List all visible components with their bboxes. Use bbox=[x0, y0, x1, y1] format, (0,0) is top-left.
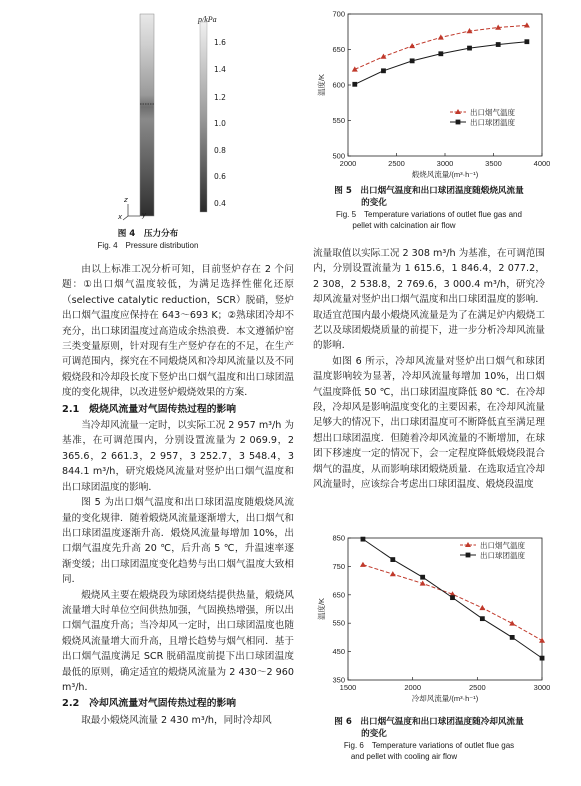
data-point-square bbox=[510, 635, 515, 640]
paragraph: 流量取值以实际工况 2 308 m³/h 为基准，在可调范围内，分别设置流量为 1 615.6，1 846.4，2 077.2，2 308，2 538.8，2 769.6，3 000.4 m³/h，研究冷却风流量对竖炉出口烟气温度和出口球团温度的影响．取适宜范围内最小煅烧风流量是为了在满足炉内煅烧工艺以及球团煅烧质量的前提下，进一步分析冷却风流量的影响． bbox=[313, 248, 545, 352]
axis-y-label: y bbox=[142, 211, 147, 219]
colorbar-tick-2: 1.4 bbox=[214, 65, 226, 74]
data-point-triangle bbox=[539, 638, 545, 643]
fig6-caption-en-2: and pellet with cooling air flow bbox=[350, 752, 458, 761]
legend-label-1: 出口球团温度 bbox=[470, 117, 515, 127]
axis-z-label: z bbox=[124, 196, 128, 204]
data-point-square bbox=[480, 616, 485, 621]
data-point-triangle bbox=[524, 22, 530, 27]
data-point-square bbox=[352, 82, 357, 87]
data-point-square bbox=[496, 42, 501, 47]
legend-label-0: 出口烟气温度 bbox=[470, 107, 515, 117]
x-tick-label: 2000 bbox=[404, 683, 422, 692]
paragraph: 当冷却风流量一定时，以实际工况 2 957 m³/h 为基准，在可调范围内，分别设置流量为 2 069.9，2 365.6，2 661.3，2 957，3 252.7，3 548.4，3 844.1 m³/h，研究煅烧风流量对竖炉出口烟气温度和出口球团温度的影响． bbox=[62, 420, 294, 493]
plot-frame bbox=[348, 14, 542, 156]
shaft-body bbox=[140, 14, 154, 216]
series-line-0 bbox=[363, 565, 542, 641]
fig5-line-chart bbox=[310, 8, 550, 183]
paragraph: 煅烧风主要在煅烧段为球团烧结提供热量，煅烧风流量增大时单位空间供热加强，气固换热增强，所以出口烟气温度升高；当冷却风一定时，出口球团温度也随煅烧风流量增大而升高，且增长趋势与烟气相同．基于出口烟气温度满足 SCR 脱硝温度前提下出口球团温度最低的原则，确定适宜的煅烧风流量为 2 430～2 960 m³/h． bbox=[62, 589, 294, 693]
series-line-1 bbox=[355, 42, 527, 85]
y-tick-label: 700 bbox=[332, 9, 345, 19]
data-point-square bbox=[381, 68, 386, 73]
section-heading-2-2: 2.2 冷却风流量对气固传热过程的影响 bbox=[62, 698, 237, 710]
colorbar-tick-6: 0.6 bbox=[214, 172, 226, 181]
right-text-column bbox=[313, 246, 545, 493]
y-tick-label: 550 bbox=[332, 618, 345, 628]
data-point-triangle bbox=[479, 605, 485, 610]
legend-marker-square bbox=[466, 553, 471, 558]
y-tick-label: 750 bbox=[332, 561, 345, 571]
legend-label-0: 出口烟气温度 bbox=[480, 540, 525, 550]
y-axis-label: 温度/K bbox=[317, 597, 326, 621]
x-tick-label: 2500 bbox=[388, 159, 405, 168]
data-point-square bbox=[390, 557, 395, 562]
data-point-triangle bbox=[409, 43, 415, 48]
data-point-triangle bbox=[509, 620, 515, 625]
y-tick-label: 600 bbox=[332, 80, 345, 90]
y-tick-label: 450 bbox=[332, 647, 345, 657]
colorbar-tick-4: 1.0 bbox=[214, 119, 226, 128]
fig5-caption-en-1: Fig. 5 Temperature variations of outlet flue gas and bbox=[336, 210, 522, 219]
x-axis-label: 冷却风流量/(m³·h⁻¹) bbox=[411, 694, 479, 703]
paragraph: 由以上标准工况分析可知，目前竖炉存在 2 个问题：①出口烟气温度较低，为满足选择性催化还原（selective catalytic reduction，SCR）脱硝，竖炉出口烟气温度应保持在 643～693 K；②熟球团冷却不充分，出口球团温度过高造成余热浪费．本文遵循炉窑三类变量原则，针对现有生产竖炉存在的不足，在生产可调范围内，探究在不同煅烧风和冷却风流量以及不同煅烧段和冷却段长度下竖炉出口烟气温度和出口球团温度的变化规律，以改进竖炉煅烧效果的方案． bbox=[62, 264, 294, 399]
axis-x-label: x bbox=[118, 213, 123, 221]
colorbar-tick-7: 0.4 bbox=[214, 199, 226, 208]
fig4-caption-cn: 图 4 压力分布 bbox=[117, 229, 179, 239]
x-tick-label: 1500 bbox=[339, 683, 357, 692]
data-point-triangle bbox=[438, 34, 444, 39]
data-point-square bbox=[540, 656, 545, 661]
y-tick-label: 650 bbox=[332, 45, 345, 54]
x-tick-label: 2000 bbox=[339, 159, 357, 168]
fig6-caption-cn-1: 图 6 出口烟气温度和出口球团温度随冷却风流量 bbox=[334, 717, 524, 727]
fig4-caption-en: Fig. 4 Pressure distribution bbox=[97, 241, 199, 250]
legend-marker-square bbox=[456, 120, 461, 125]
colorbar-tick-1: 1.6 bbox=[214, 38, 226, 47]
data-point-square bbox=[438, 51, 443, 56]
colorbar bbox=[200, 22, 207, 212]
x-tick-label: 2500 bbox=[468, 683, 486, 692]
fig6-caption-en-1: Fig. 6 Temperature variations of outlet flue gas bbox=[343, 741, 515, 750]
fig6-line-chart bbox=[310, 532, 550, 712]
fig5-caption-cn-2: 的变化 bbox=[361, 198, 387, 208]
section-heading-2-1: 2.1 煅烧风流量对气固传热过程的影响 bbox=[62, 403, 237, 415]
data-point-square bbox=[524, 39, 529, 44]
data-point-square bbox=[410, 58, 415, 63]
paragraph: 取最小煅烧风流量 2 430 m³/h，同时冷却风 bbox=[81, 714, 272, 726]
fig6-caption-cn-2: 的变化 bbox=[361, 729, 387, 739]
colorbar-tick-5: 0.8 bbox=[214, 146, 226, 155]
data-point-triangle bbox=[360, 562, 366, 567]
fig5-caption-en-2: pellet with calcination air flow bbox=[352, 221, 456, 230]
x-axis-label: 煅烧风流量/(m³·h⁻¹) bbox=[411, 170, 479, 179]
series-line-0 bbox=[355, 25, 527, 69]
data-point-square bbox=[467, 46, 472, 51]
y-tick-label: 500 bbox=[332, 151, 345, 161]
paragraph: 如图 6 所示，冷却风流量对竖炉出口烟气和球团温度影响较为显著，冷却风流量每增加 10%，出口烟气温度降低 50 ℃，出口球团温度降低 80 ℃．在冷却段，冷却风是影响温度变化的主要因素，在冷却风流量足够大的情况下，出口球团温度可不断降低直至满足理想出口球团温度．但随着冷却风流量的不断增加，在球团下移速度一定的情况下，会一定程度降低煅烧段混合烟气的温度，从而影响球团煅烧质量．在选取适宜冷却风流量时，应该综合考虑出口球团温度、煅烧段温度 bbox=[313, 355, 545, 491]
y-tick-label: 350 bbox=[332, 675, 345, 685]
data-point-square bbox=[420, 575, 425, 580]
y-tick-label: 650 bbox=[332, 590, 345, 600]
x-tick-label: 4000 bbox=[533, 159, 550, 168]
fig5-caption-cn-1: 图 5 出口烟气温度和出口球团温度随煅烧风流量 bbox=[334, 186, 524, 196]
y-tick-label: 550 bbox=[332, 116, 345, 125]
fig4-axis-label: p/kPa bbox=[198, 15, 217, 24]
left-text-column bbox=[62, 262, 294, 728]
paragraph: 图 5 为出口烟气温度和出口球团温度随煅烧风流量的变化规律．随着煅烧风流量逐渐增大，出口烟气和出口球团温度逐渐升高．煅烧风流量每增加 10%，出口烟气温度先升高 20 ℃，后升高 5 ℃，升温速率逐渐变缓；出口球团温度变化趋势与出口烟气温度大致相同． bbox=[62, 497, 294, 586]
colorbar-tick-3: 1.2 bbox=[214, 93, 226, 102]
data-point-square bbox=[450, 595, 455, 600]
legend-label-1: 出口球团温度 bbox=[480, 550, 525, 560]
x-tick-label: 3500 bbox=[485, 159, 502, 168]
fig4-pressure-contour bbox=[118, 8, 258, 226]
data-point-square bbox=[361, 537, 366, 542]
y-tick-label: 850 bbox=[332, 533, 345, 543]
data-point-triangle bbox=[390, 571, 396, 576]
x-tick-label: 3000 bbox=[436, 159, 454, 168]
y-axis-label: 温度/K bbox=[317, 73, 326, 97]
x-tick-label: 3000 bbox=[533, 683, 550, 692]
